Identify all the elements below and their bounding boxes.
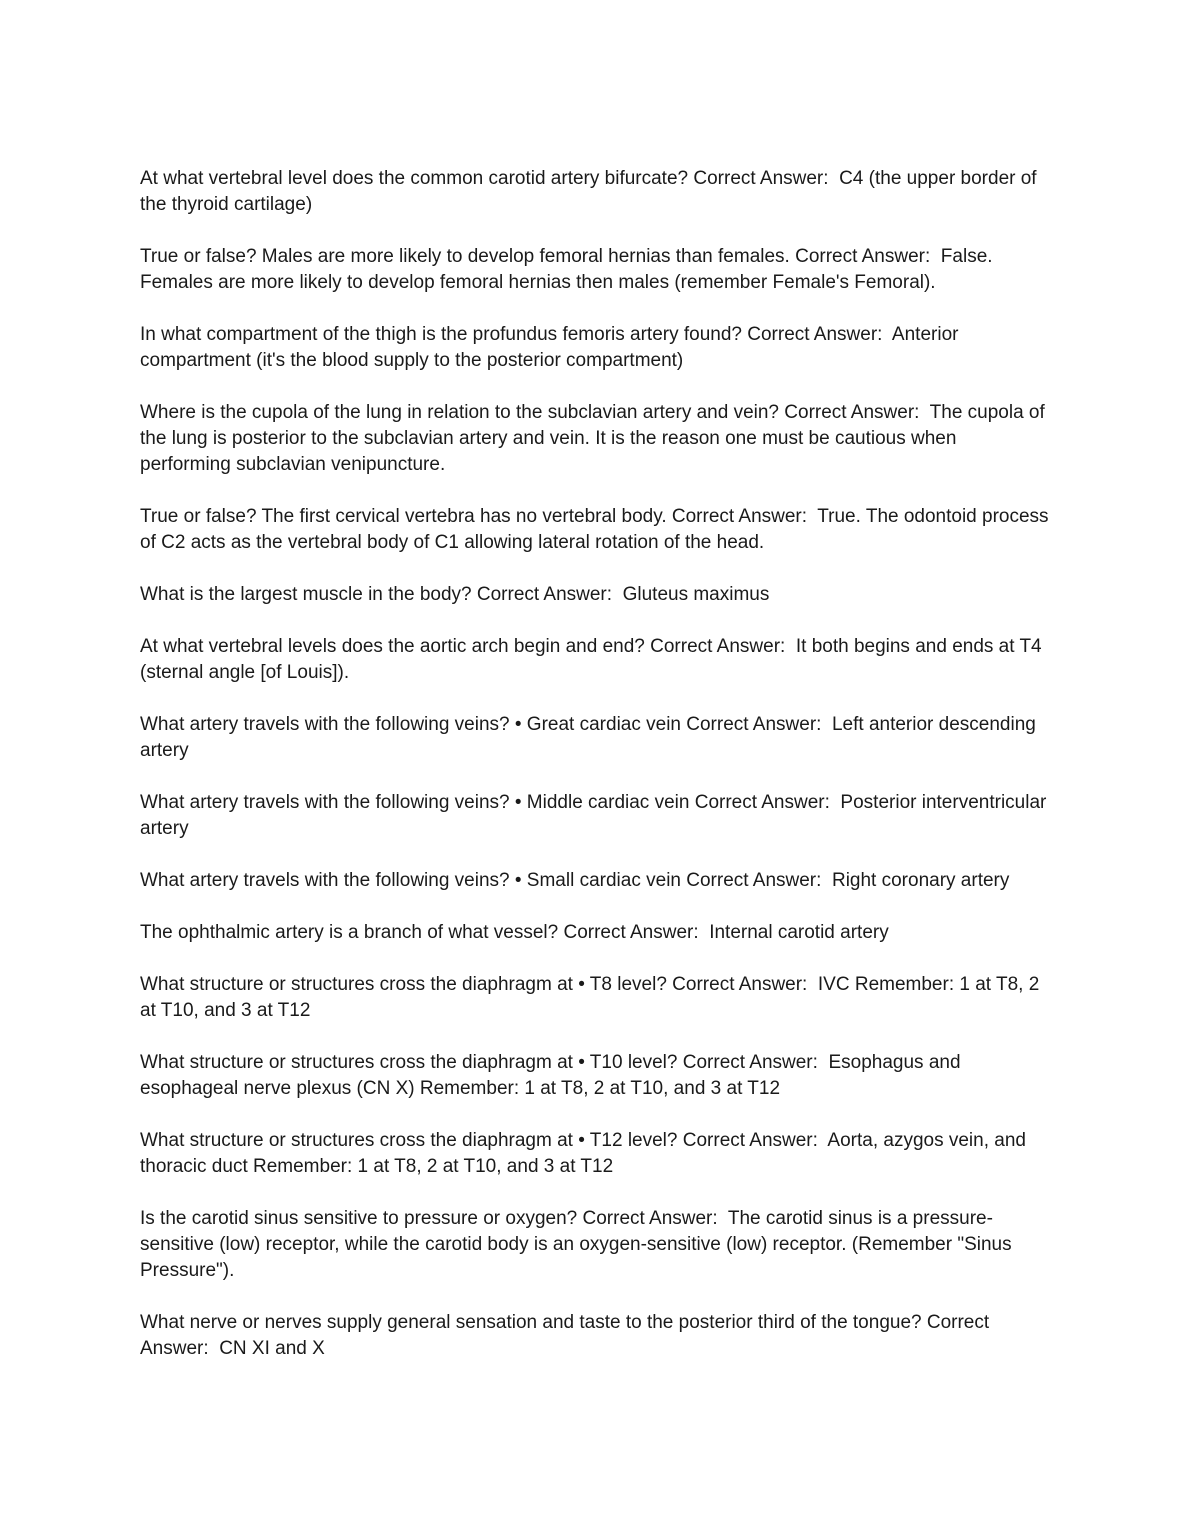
qa-item-15: Is the carotid sinus sensitive to pressure or oxygen? Correct Answer: The carotid sinus is a pressure-sensitive (low) receptor, while the carotid body is an oxygen-sensitive (low) receptor. (Remember "Sinus Pressure").	[140, 1208, 1017, 1281]
qa-item-4: Where is the cupola of the lung in relation to the subclavian artery and vein? Correct Answer: The cupola of the lung is posterior to the subclavian artery and vein. It is the reason one must be cautious when performing subclavian venipuncture.	[140, 402, 1051, 475]
qa-item-10: What artery travels with the following veins? • Small cardiac vein Correct Answer: Right coronary artery	[140, 870, 1010, 891]
qa-item-9: What artery travels with the following veins? • Middle cardiac vein Correct Answer: Posterior interventricular artery	[140, 792, 1052, 839]
qa-item-16: What nerve or nerves supply general sensation and taste to the posterior third of the tongue? Correct Answer: CN XI and X	[140, 1312, 994, 1359]
qa-item-1: At what vertebral level does the common carotid artery bifurcate? Correct Answer: C4 (the upper border of the thyroid cartilage)	[140, 168, 1042, 215]
qa-item-7: At what vertebral levels does the aortic arch begin and end? Correct Answer: It both begins and ends at T4 (sternal angle [of Louis]).	[140, 636, 1047, 683]
document-page	[140, 166, 1052, 1388]
qa-item-8: What artery travels with the following veins? • Great cardiac vein Correct Answer: Left anterior descending artery	[140, 714, 1042, 761]
qa-item-12: What structure or structures cross the diaphragm at • T8 level? Correct Answer: IVC Remember: 1 at T8, 2 at T10, and 3 at T12	[140, 974, 1045, 1021]
qa-item-14: What structure or structures cross the diaphragm at • T12 level? Correct Answer: Aorta, azygos vein, and thoracic duct Remember: 1 at T8, 2 at T10, and 3 at T12	[140, 1130, 1032, 1177]
qa-item-6: What is the largest muscle in the body? Correct Answer: Gluteus maximus	[140, 584, 770, 605]
qa-item-5: True or false? The first cervical vertebra has no vertebral body. Correct Answer: True. The odontoid process of C2 acts as the vertebral body of C1 allowing lateral rotation of the head.	[140, 506, 1054, 553]
qa-item-3: In what compartment of the thigh is the profundus femoris artery found? Correct Answer: Anterior compartment (it's the blood supply to the posterior compartment)	[140, 324, 964, 371]
qa-item-2: True or false? Males are more likely to develop femoral hernias than females. Correct Answer: False. Females are more likely to develop femoral hernias then males (remember Female's Femoral).	[140, 246, 998, 293]
qa-item-11: The ophthalmic artery is a branch of what vessel? Correct Answer: Internal carotid artery	[140, 922, 889, 943]
qa-item-13: What structure or structures cross the diaphragm at • T10 level? Correct Answer: Esophagus and esophageal nerve plexus (CN X) Remember: 1 at T8, 2 at T10, and 3 at T12	[140, 1052, 966, 1099]
